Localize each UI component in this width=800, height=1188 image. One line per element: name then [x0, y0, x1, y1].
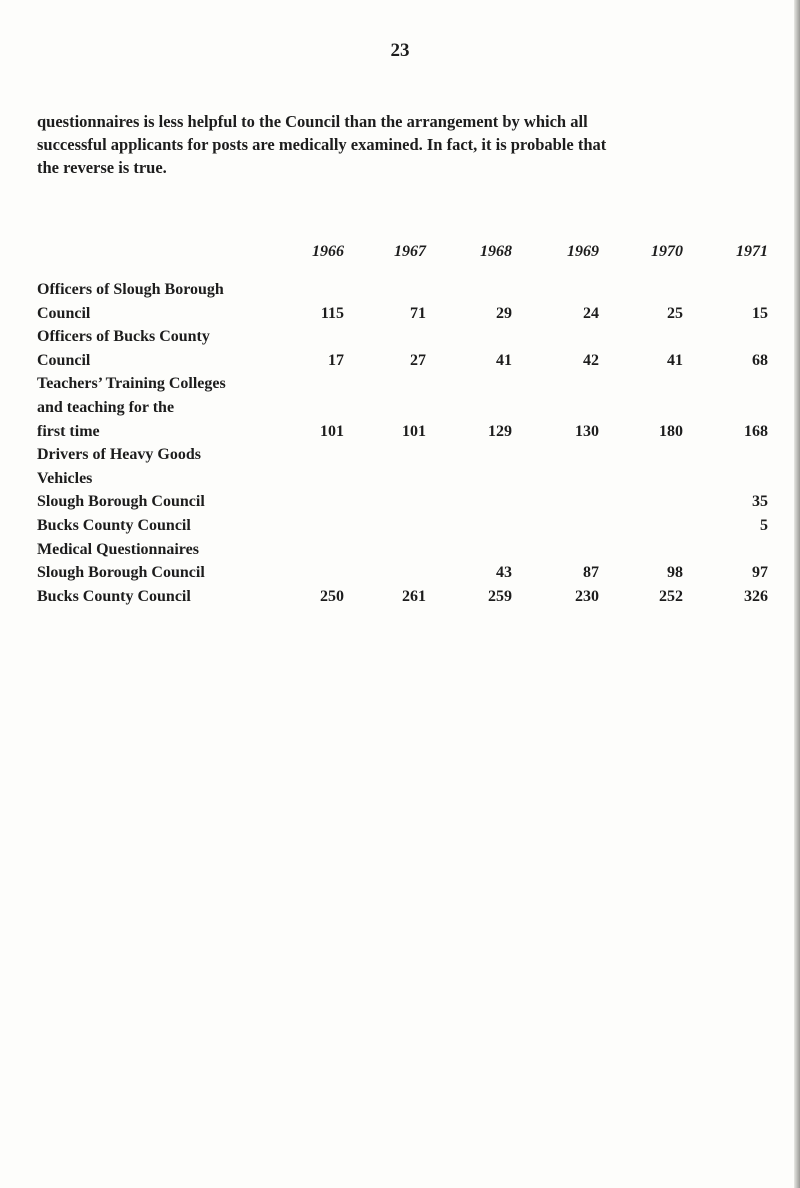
table-row	[37, 420, 768, 444]
cell-value	[344, 278, 426, 302]
cell-value: 101	[402, 422, 426, 440]
cell-value	[426, 372, 512, 396]
cell-value	[683, 396, 768, 420]
table-row	[37, 349, 768, 373]
cell-value: 230	[575, 587, 599, 605]
cell-value: 25	[667, 304, 683, 322]
cell-value: 250	[320, 587, 344, 605]
cell-value: 168	[744, 422, 768, 440]
cell-value	[267, 538, 344, 562]
table-row	[37, 585, 768, 609]
table-body	[37, 278, 768, 608]
cell-value	[344, 443, 426, 467]
cell-value: 15	[752, 304, 768, 322]
cell-value	[512, 514, 599, 538]
row-label: Medical Questionnaires	[37, 540, 199, 558]
cell-value: 35	[752, 493, 768, 511]
cell-value	[426, 396, 512, 420]
cell-value	[344, 514, 426, 538]
year-header: 1968	[480, 243, 512, 260]
cell-value	[267, 514, 344, 538]
cell-value	[426, 325, 512, 349]
cell-value: 24	[583, 304, 599, 322]
cell-value: 115	[320, 304, 344, 322]
cell-value: 97	[752, 564, 768, 582]
cell-value	[683, 278, 768, 302]
cell-value	[683, 538, 768, 562]
intro-line: questionnaires is less helpful to the Council than the arrangement by which all	[37, 112, 588, 131]
cell-value: 87	[583, 564, 599, 582]
cell-value	[267, 325, 344, 349]
row-label: first time	[37, 422, 100, 440]
table-row	[37, 490, 768, 514]
cell-value	[683, 325, 768, 349]
cell-value	[344, 396, 426, 420]
cell-value	[344, 490, 426, 514]
table-row	[37, 396, 768, 420]
cell-value	[426, 443, 512, 467]
row-label: Officers of Slough Borough	[37, 281, 224, 298]
page-edge-shadow	[794, 0, 800, 1188]
cell-value: 71	[410, 304, 426, 322]
row-label: Slough Borough Council	[37, 493, 205, 511]
cell-value: 27	[410, 351, 426, 369]
statistics-table	[37, 242, 768, 608]
cell-value: 101	[320, 422, 344, 440]
table-row	[37, 302, 768, 326]
cell-value	[599, 278, 683, 302]
table-row	[37, 325, 768, 349]
table-row	[37, 372, 768, 396]
year-header-row	[37, 242, 768, 278]
cell-value	[344, 325, 426, 349]
cell-value	[426, 538, 512, 562]
cell-value	[512, 278, 599, 302]
table-row	[37, 278, 768, 302]
cell-value	[683, 467, 768, 491]
row-label: Council	[37, 351, 91, 369]
year-header: 1971	[736, 243, 768, 260]
cell-value	[599, 514, 683, 538]
cell-value	[426, 514, 512, 538]
row-label: Officers of Bucks County	[37, 328, 210, 346]
table-row	[37, 561, 768, 585]
cell-value	[267, 396, 344, 420]
cell-value	[683, 443, 768, 467]
year-header: 1969	[567, 243, 599, 260]
cell-value: 41	[667, 351, 683, 369]
cell-value	[267, 561, 344, 585]
page-number: 23	[390, 40, 410, 61]
cell-value: 252	[659, 587, 683, 605]
cell-value	[267, 490, 344, 514]
row-label: and teaching for the	[37, 398, 175, 416]
cell-value	[344, 372, 426, 396]
cell-value	[267, 443, 344, 467]
row-label: Drivers of Heavy Goods	[37, 446, 201, 464]
cell-value	[426, 278, 512, 302]
cell-value	[512, 325, 599, 349]
year-header: 1967	[394, 243, 426, 260]
cell-value: 259	[488, 587, 512, 605]
row-label: Bucks County Council	[37, 516, 191, 534]
row-label: Teachers’ Training Colleges	[37, 375, 226, 393]
cell-value	[344, 467, 426, 491]
cell-value: 180	[659, 422, 683, 440]
year-header: 1966	[312, 243, 344, 260]
cell-value	[599, 443, 683, 467]
table-row	[37, 443, 768, 467]
table-row	[37, 467, 768, 491]
cell-value: 326	[744, 587, 768, 605]
intro-paragraph	[37, 110, 777, 179]
table-row	[37, 514, 768, 538]
table-row	[37, 538, 768, 562]
cell-value	[599, 325, 683, 349]
cell-value: 98	[667, 564, 683, 582]
cell-value	[512, 538, 599, 562]
row-label: Slough Borough Council	[37, 564, 205, 582]
cell-value	[599, 372, 683, 396]
row-label: Bucks County Council	[37, 587, 191, 605]
cell-value	[683, 372, 768, 396]
row-label-header	[37, 242, 267, 278]
cell-value: 129	[488, 422, 512, 440]
cell-value: 41	[496, 351, 512, 369]
cell-value	[512, 443, 599, 467]
cell-value	[426, 490, 512, 514]
cell-value: 130	[575, 422, 599, 440]
intro-line: the reverse is true.	[37, 158, 167, 177]
cell-value: 68	[752, 351, 768, 369]
cell-value: 43	[496, 564, 512, 582]
cell-value	[267, 278, 344, 302]
cell-value	[512, 490, 599, 514]
cell-value	[599, 490, 683, 514]
cell-value	[267, 467, 344, 491]
cell-value: 29	[496, 304, 512, 322]
cell-value	[599, 467, 683, 491]
cell-value	[426, 467, 512, 491]
year-header: 1970	[651, 243, 683, 260]
cell-value	[512, 396, 599, 420]
cell-value: 17	[328, 351, 344, 369]
row-label: Council	[37, 304, 91, 322]
intro-line: successful applicants for posts are medically examined. In fact, it is probable that	[37, 135, 607, 154]
cell-value	[512, 467, 599, 491]
cell-value: 42	[583, 351, 599, 369]
cell-value	[344, 561, 426, 585]
cell-value	[344, 538, 426, 562]
cell-value: 261	[402, 587, 426, 605]
cell-value	[267, 372, 344, 396]
cell-value	[599, 538, 683, 562]
cell-value	[599, 396, 683, 420]
cell-value	[512, 372, 599, 396]
row-label: Vehicles	[37, 469, 93, 487]
cell-value: 5	[760, 516, 768, 534]
